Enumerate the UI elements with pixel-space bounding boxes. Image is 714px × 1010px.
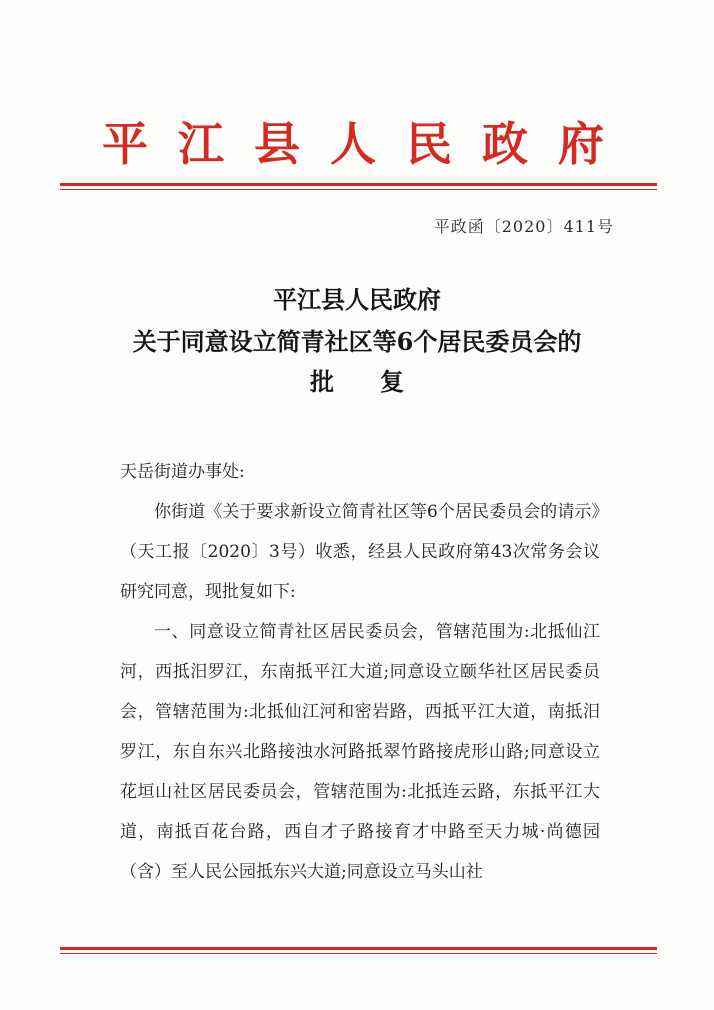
footer-divider-thin: [60, 953, 657, 954]
footer-divider-thick: [60, 947, 657, 950]
body-paragraph-1: 你街道《关于要求新设立简青社区等6个居民委员会的请示》（天工报〔2020〕3号）收悉，经县人民政府第43次常务会议研究同意，现批复如下:: [120, 502, 600, 602]
body-paragraph-2: 一、同意设立简青社区居民委员会，管辖范围为:北抵仙江河，西抵汨罗江，东南抵平江大道;同意设立颐华社区居民委员会，管辖范围为:北抵仙江河和密岩路，西抵平江大道，南抵汨罗江，东自东兴北路接浊水河路抵翠竹路接虎形山路;同意设立花垣山社区居民委员会，管辖范围为:北抵连云路，东抵平江大道，南抵百花台路，西自才子路接育才中路至天力城·尚德园（含）至人民公园抵东兴大道;同意设立马头山社: [120, 622, 600, 882]
title-line-2: 关于同意设立简青社区等6个居民委员会的: [132, 327, 582, 356]
recipient: 天岳街道办事处:: [120, 462, 245, 482]
document-number: 平政函〔2020〕411号: [433, 217, 614, 236]
letterhead-divider-thick: [60, 183, 657, 186]
letterhead-divider-thin: [60, 189, 657, 190]
agency-letterhead: 平江县人民政府: [102, 117, 634, 171]
title-line-3: 批复: [310, 367, 450, 396]
title-line-1: 平江县人民政府: [273, 285, 441, 314]
